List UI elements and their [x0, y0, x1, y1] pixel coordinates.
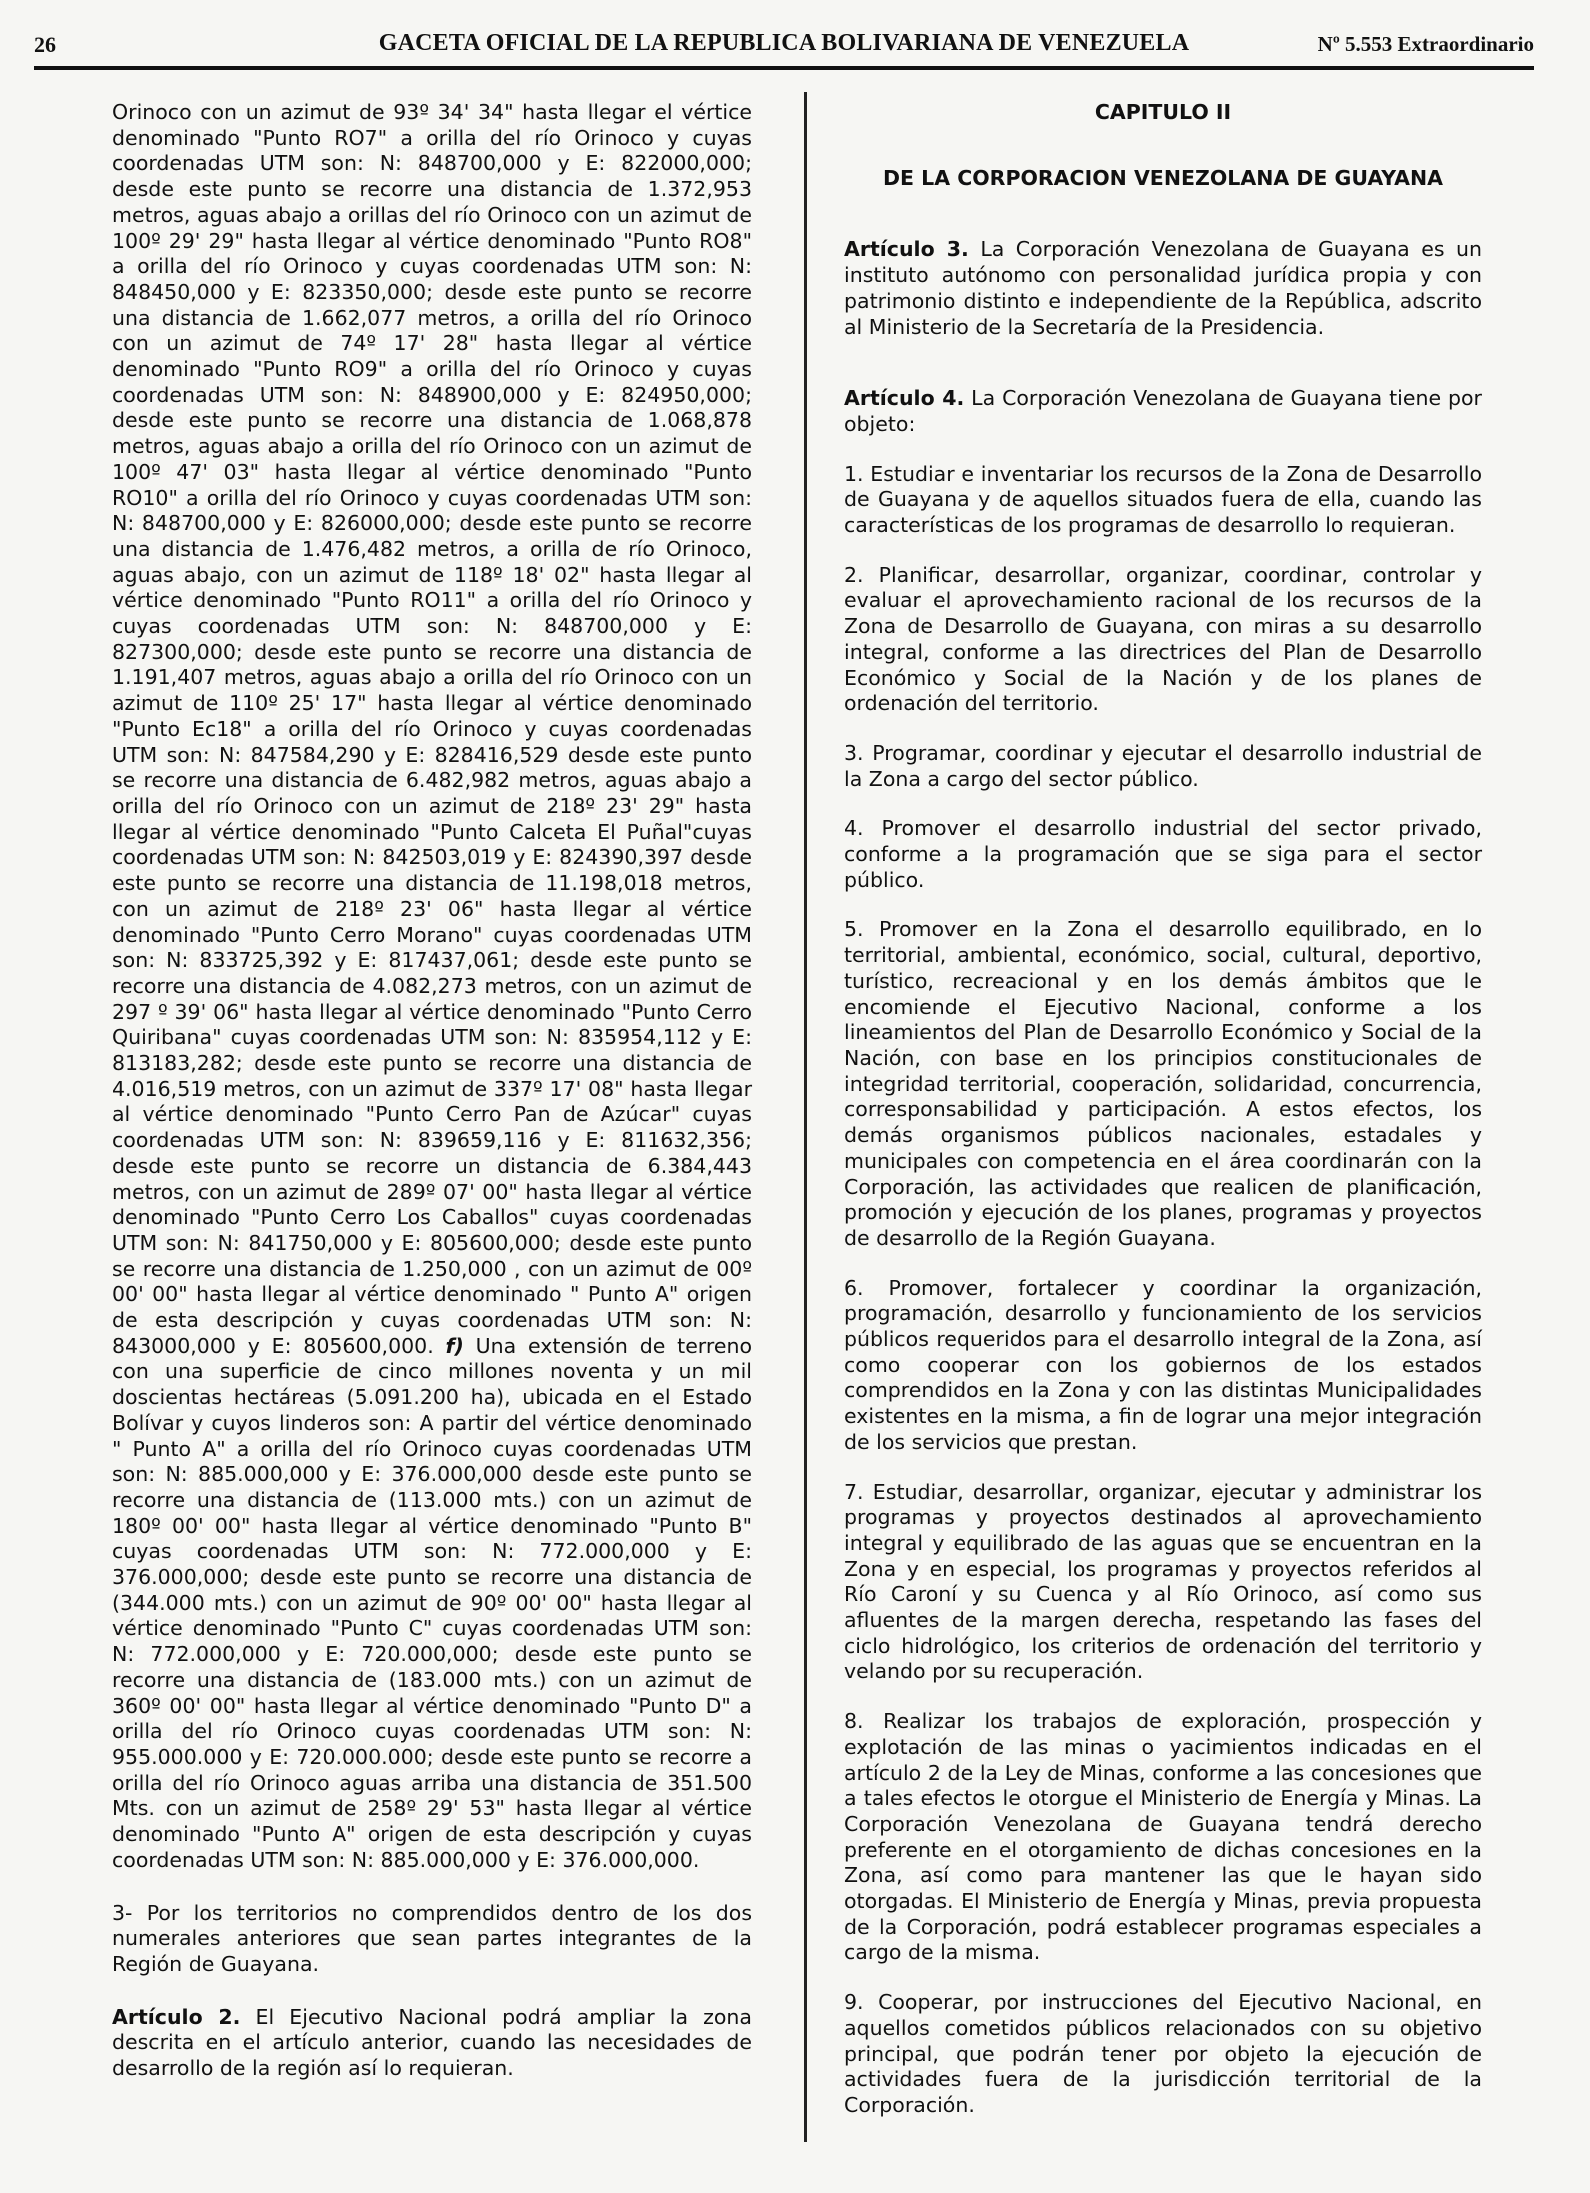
article-4-item-4: 4. Promover el desarrollo industrial del sector privado, conforme a la programación que se siga para el sector público.: [844, 816, 1482, 892]
subsection-f-text: Una extensión de terreno con una superficie de cinco millones noventa y un mil doscientas hectáreas (5.091.200 ha), ubicada en el Estado Bolívar y cuyos linderos son: A partir del vértice denominado " Punto A" a orilla del río Orinoco cuyas coordenadas UTM son: N: 885.000,000 y E: 376.000,000 desde este punto se recorre una distancia de (113.000 mts.) con un azimut de 180º 00' 00" hasta llegar al vértice denominado "Punto B" cuyas coordenadas UTM son: N: 772.000,000 y E: 376.000,000; desde este punto se recorre una distancia de (344.000 mts.) con un azimut de 90º 00' 00" hasta llegar al vértice denominado "Punto C" cuyas coordenadas UTM son: N: 772.000,000 y E: 720.000,000; desde este punto se recorre una distancia de (183.000 mts.) con un azimut de 360º 00' 00" hasta llegar al vértice denominado "Punto D" a orilla del río Orinoco cuyas coordenadas UTM son: N: 955.000.000 y E: 720.000.000; desde este punto se recorre a orilla del río Orinoco aguas arriba una distancia de 351.500 Mts. con un azimut de 258º 29' 53" hasta llegar al vértice denominado "Punto A" origen de esta descripción y cuyas coordenadas UTM son: N: 885.000,000 y E: 376.000,000.: [112, 1333, 752, 1872]
article-4-item-7: 7. Estudiar, desarrollar, organizar, ejecutar y administrar los programas y proyectos destinados al aprovechamiento integral y equilibrado de las aguas que se encuentran en la Zona y en especial, los programas y proyectos referidos al Río Caroní y su Cuenca y al Río Orinoco, así como sus afluentes de la margen derecha, respetando las fases del ciclo hidrológico, los criterios de ordenación del territorio y velando por su recuperación.: [844, 1479, 1482, 1684]
subsection-f-marker: f): [445, 1333, 464, 1358]
article-4-item-6: 6. Promover, fortalecer y coordinar la organización, programación, desarrollo y funcionamiento de los servicios públicos requeridos para el desarrollo integral de la Zona, así como cooperar con los gobiernos de los estados comprendidos en la Zona y con las distintas Municipalidades existentes en la misma, a fin de lograr una mejor integración de los servicios que prestan.: [844, 1275, 1482, 1454]
right-column: [844, 100, 1482, 2119]
chapter-heading: CAPITULO II: [1094, 100, 1232, 124]
column-divider: [804, 92, 807, 2142]
article-4-item-2: 2. Planificar, desarrollar, organizar, coordinar, controlar y evaluar el aprovechamiento racional de los recursos de la Zona de Desarrollo de Guayana, con miras a su desarrollo integral, conforme a las directrices del Plan de Desarrollo Económico y Social de la Nación y de los planes de ordenación del territorio.: [844, 562, 1482, 716]
article-4-item-1: 1. Estudiar e inventariar los recursos de la Zona de Desarrollo de Guayana y de aquellos situados fuera de ella, cuando las características de los programas de desarrollo lo requieran.: [844, 461, 1482, 538]
boundary-text: Orinoco con un azimut de 93º 34' 34" hasta llegar el vértice denominado "Punto RO7" a orilla del río Orinoco y cuyas coordenadas UTM son: N: 848700,000 y E: 822000,000; desde este punto se recorre una distancia de 1.372,953 metros, aguas abajo a orillas del río Orinoco con un azimut de 100º 29' 29" hasta llegar al vértice denominado "Punto RO8" a orilla del río Orinoco y cuyas coordenadas UTM son: N: 848450,000 y E: 823350,000; desde este punto se recorre una distancia de 1.662,077 metros, a orilla del río Orinoco con un azimut de 74º 17' 28" hasta llegar al vértice denominado "Punto RO9" a orilla del río Orinoco y cuyas coordenadas UTM son: N: 848900,000 y E: 824950,000; desde este punto se recorre una distancia de 1.068,878 metros, aguas abajo a orilla del río Orinoco con un azimut de 100º 47' 03" hasta llegar al vértice denominado "Punto RO10" a orilla del río Orinoco y cuyas coordenadas UTM son: N: 848700,000 y E: 826000,000; desde este punto se recorre una distancia de 1.476,482 metros, a orilla de río Orinoco, aguas abajo, con un azimut de 118º 18' 02" hasta llegar al vértice denominado "Punto RO11" a orilla del río Orinoco y cuyas coordenadas UTM son: N: 848700,000 y E: 827300,000; desde este punto se recorre una distancia de 1.191,407 metros, aguas abajo a orilla del río Orinoco con un azimut de 110º 25' 17" hasta llegar al vértice denominado "Punto Ec18" a orilla del río Orinoco y cuyas coordenadas UTM son: N: 847584,290 y E: 828416,529 desde este punto se recorre una distancia de 6.482,982 metros, aguas abajo a orilla del río Orinoco con un azimut de 218º 23' 29" hasta llegar al vértice denominado "Punto Calceta El Puñal"cuyas coordenadas UTM son: N: 842503,019 y E: 824390,397 desde este punto se recorre una distancia de 11.198,018 metros, con un azimut de 218º 23' 06" hasta llegar al vértice denominado "Punto Cerro Morano" cuyas coordenadas UTM son: N: 833725,392 y E: 817437,061; desde este punto se recorre una distancia de 4.082,273 metros, con un azimut de 297 º 39' 06" hasta llegar al vértice denominado "Punto Cerro Quiribana" cuyas coordenadas UTM son: N: 835954,112 y E: 813183,282; desde este punto se recorre una distancia de 4.016,519 metros, con un azimut de 337º 17' 08" hasta llegar al vértice denominado "Punto Cerro Pan de Azúcar" cuyas coordenadas UTM son: N: 839659,116 y E: 811632,356; desde este punto se recorre un distancia de 6.384,443 metros, con un azimut de 289º 07' 00" hasta llegar al vértice denominado "Punto Cerro Los Caballos" cuyas coordenadas UTM son: N: 841750,000 y E: 805600,000; desde este punto se recorre una distancia de 1.250,000 , con un azimut de 00º 00' 00" hasta llegar al vértice denominado " Punto A" origen de esta descripción y cuyas coordenadas UTM son: N: 843000,000 y E: 805600,000.: [112, 100, 752, 1358]
article-4-item-5: 5. Promover en la Zona el desarrollo equilibrado, en lo territorial, ambiental, económico, social, cultural, deportivo, turístico, recreacional y en los demás ámbitos que le encomiende el Ejecutivo Nacional, conforme a los lineamientos del Plan de Desarrollo Económico y Social de la Nación, con base en los principios constitucionales de integridad territorial, cooperación, solidaridad, concurrencia, corresponsabilidad y participación. A estos efectos, los demás organismos públicos nacionales, estadales y municipales con competencia en el área coordinarán con la Corporación, las actividades que realicen de planificación, promoción y ejecución de los planes, programas y proyectos de desarrollo de la Región Guayana.: [844, 917, 1482, 1250]
article-4: [844, 386, 1482, 437]
article-2: [112, 2005, 752, 2082]
article-4-item-3: 3. Programar, coordinar y ejecutar el desarrollo industrial de la Zona a cargo del sector público.: [844, 740, 1482, 791]
article-2-heading: Artículo 2.: [112, 2004, 241, 2029]
article-3-heading: Artículo 3.: [844, 237, 969, 262]
left-column: [112, 100, 752, 2082]
article-2-text: El Ejecutivo Nacional podrá ampliar la zona descrita en el artículo anterior, cuando las necesidades de desarrollo de la región así lo requieran.: [112, 2004, 752, 2081]
gazette-header: [34, 26, 1534, 70]
gazette-title: GACETA OFICIAL DE LA REPUBLICA BOLIVARIANA DE VENEZUELA: [378, 30, 1190, 56]
item-3: 3- Por los territorios no comprendidos dentro de los dos numerales anteriores que sean partes integrantes de la Región de Guayana.: [112, 1900, 752, 1976]
article-3: [844, 237, 1482, 340]
boundary-description: [112, 100, 752, 1874]
article-4-item-9: 9. Cooperar, por instrucciones del Ejecutivo Nacional, en aquellos cometidos públicos relacionados con su objetivo principal, que podrán tener por objeto la ejecución de actividades fuera de la jurisdicción territorial de la Corporación.: [844, 1990, 1482, 2117]
article-4-heading: Artículo 4.: [844, 386, 965, 411]
article-3-text: La Corporación Venezolana de Guayana es un instituto autónomo con personalidad jurídica propia y con patrimonio distinto e independiente de la República, adscrito al Ministerio de la Secretaría de la Presidencia.: [844, 237, 1482, 339]
chapter-title: DE LA CORPORACION VENEZOLANA DE GUAYANA: [882, 165, 1444, 190]
page-number: 26: [34, 32, 56, 57]
article-4-text: La Corporación Venezolana de Guayana tiene por objeto:: [844, 386, 1482, 436]
article-4-item-8: 8. Realizar los trabajos de exploración, prospección y explotación de las minas o yacimientos indicadas en el artículo 2 de la Ley de Minas, conforme a las concesiones que a tales efectos le otorgue el Ministerio de Energía y Minas. La Corporación Venezolana de Guayana tendrá derecho preferente en el otorgamiento de dichas concesiones en la Zona, así como para mantener las que le hayan sido otorgadas. El Ministerio de Energía y Minas, previa propuesta de la Corporación, podrá establecer programas especiales a cargo de la misma.: [844, 1709, 1482, 1965]
edition-label: Nº 5.553 Extraordinario: [1317, 32, 1534, 56]
